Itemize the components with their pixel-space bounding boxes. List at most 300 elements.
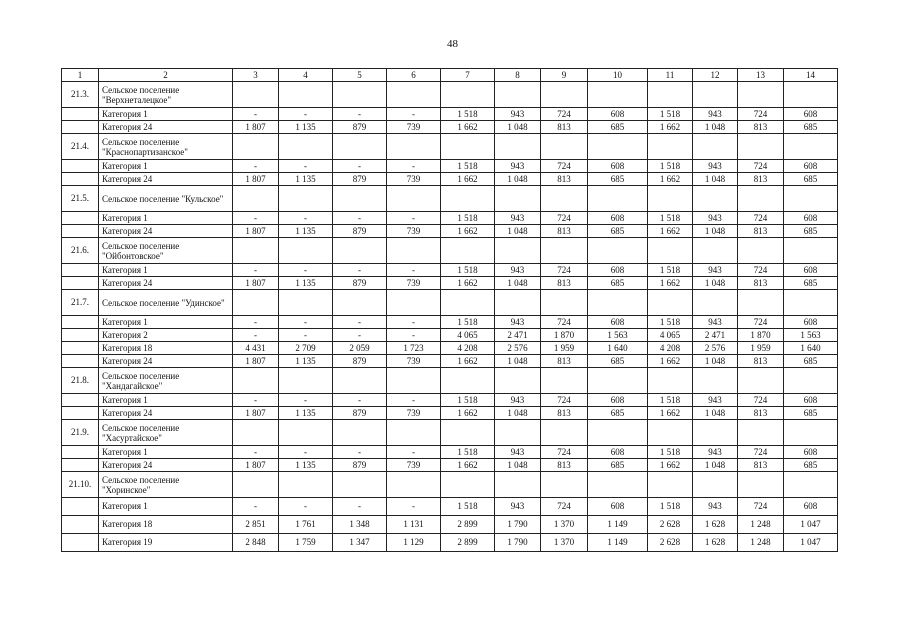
category-name-cell: Категория 24 <box>99 355 233 368</box>
value-cell: 1 129 <box>387 534 441 552</box>
value-cell: 1 662 <box>648 355 693 368</box>
value-cell <box>693 238 738 264</box>
value-cell <box>387 290 441 316</box>
value-cell: 1 870 <box>738 329 784 342</box>
value-cell <box>333 82 387 108</box>
header-cell: 7 <box>441 69 495 82</box>
row-number-cell <box>62 264 99 277</box>
value-cell: 685 <box>784 121 838 134</box>
value-cell: 1 807 <box>233 225 279 238</box>
header-cell: 1 <box>62 69 99 82</box>
settlement-row <box>62 290 838 316</box>
category-name-cell: Категория 1 <box>99 212 233 225</box>
value-cell: 1 640 <box>588 342 648 355</box>
row-number-cell <box>62 160 99 173</box>
row-number-cell: 21.3. <box>62 82 99 108</box>
value-cell <box>495 420 541 446</box>
value-cell: 1 248 <box>738 534 784 552</box>
row-number-cell <box>62 342 99 355</box>
value-cell: - <box>233 160 279 173</box>
category-row <box>62 108 838 121</box>
category-name-cell: Категория 2 <box>99 329 233 342</box>
value-cell: 1 662 <box>441 277 495 290</box>
value-cell <box>648 290 693 316</box>
value-cell <box>784 472 838 498</box>
category-name-cell: Категория 18 <box>99 516 233 534</box>
value-cell: 724 <box>541 446 588 459</box>
value-cell: 943 <box>693 212 738 225</box>
value-cell <box>738 134 784 160</box>
value-cell <box>279 82 333 108</box>
value-cell: 1 149 <box>588 516 648 534</box>
value-cell: 1 662 <box>441 225 495 238</box>
category-row <box>62 355 838 368</box>
value-cell: 1 518 <box>441 446 495 459</box>
value-cell <box>588 290 648 316</box>
value-cell: 724 <box>738 264 784 277</box>
value-cell <box>495 82 541 108</box>
value-cell <box>495 290 541 316</box>
value-cell: 2 628 <box>648 516 693 534</box>
value-cell: 1 518 <box>441 212 495 225</box>
value-cell: - <box>233 394 279 407</box>
value-cell: 724 <box>541 160 588 173</box>
value-cell: - <box>333 498 387 516</box>
value-cell <box>333 238 387 264</box>
settlement-row <box>62 186 838 212</box>
header-cell: 6 <box>387 69 441 82</box>
category-row <box>62 516 838 534</box>
row-number-cell <box>62 459 99 472</box>
value-cell <box>279 290 333 316</box>
value-cell <box>738 290 784 316</box>
tariff-table <box>61 68 838 552</box>
value-cell: 1 807 <box>233 173 279 186</box>
value-cell: 1 662 <box>648 459 693 472</box>
category-name-cell: Категория 1 <box>99 446 233 459</box>
value-cell: - <box>333 329 387 342</box>
value-cell: 1 807 <box>233 459 279 472</box>
value-cell: 608 <box>588 498 648 516</box>
value-cell: - <box>333 446 387 459</box>
value-cell <box>648 238 693 264</box>
value-cell: 1 135 <box>279 225 333 238</box>
value-cell: 724 <box>541 264 588 277</box>
category-name-cell: Категория 24 <box>99 225 233 238</box>
value-cell: - <box>233 498 279 516</box>
value-cell: 1 048 <box>495 407 541 420</box>
value-cell: 724 <box>541 108 588 121</box>
value-cell: 879 <box>333 407 387 420</box>
value-cell <box>541 186 588 212</box>
value-cell <box>441 420 495 446</box>
category-name-cell: Категория 18 <box>99 342 233 355</box>
value-cell: 1 131 <box>387 516 441 534</box>
value-cell: 813 <box>738 355 784 368</box>
value-cell <box>648 82 693 108</box>
value-cell: 724 <box>738 108 784 121</box>
value-cell: - <box>233 446 279 459</box>
value-cell: 1 662 <box>648 121 693 134</box>
value-cell <box>441 238 495 264</box>
value-cell: 813 <box>541 355 588 368</box>
value-cell: 1 640 <box>784 342 838 355</box>
value-cell: 1 135 <box>279 173 333 186</box>
value-cell <box>441 368 495 394</box>
value-cell <box>541 238 588 264</box>
value-cell: 724 <box>738 316 784 329</box>
value-cell: 1 048 <box>693 121 738 134</box>
value-cell: 1 518 <box>441 160 495 173</box>
value-cell <box>387 472 441 498</box>
header-cell: 14 <box>784 69 838 82</box>
value-cell: 739 <box>387 121 441 134</box>
value-cell: 1 347 <box>333 534 387 552</box>
value-cell: 813 <box>738 225 784 238</box>
category-row <box>62 446 838 459</box>
category-row <box>62 459 838 472</box>
value-cell: 1 518 <box>441 316 495 329</box>
category-row <box>62 277 838 290</box>
value-cell <box>233 368 279 394</box>
value-cell: 1 048 <box>693 355 738 368</box>
value-cell: 1 662 <box>648 225 693 238</box>
value-cell: 2 848 <box>233 534 279 552</box>
row-number-cell: 21.5. <box>62 186 99 212</box>
value-cell: 685 <box>784 277 838 290</box>
value-cell: - <box>333 394 387 407</box>
value-cell: 608 <box>588 394 648 407</box>
category-row <box>62 121 838 134</box>
value-cell: 1 790 <box>495 516 541 534</box>
value-cell: 943 <box>693 264 738 277</box>
value-cell <box>495 186 541 212</box>
value-cell <box>495 238 541 264</box>
value-cell <box>648 472 693 498</box>
value-cell: 943 <box>495 316 541 329</box>
value-cell <box>333 186 387 212</box>
category-name-cell: Категория 1 <box>99 316 233 329</box>
value-cell: 1 518 <box>648 316 693 329</box>
category-name-cell: Категория 24 <box>99 173 233 186</box>
value-cell: 608 <box>784 264 838 277</box>
header-cell: 13 <box>738 69 784 82</box>
value-cell <box>387 238 441 264</box>
value-cell: 1 348 <box>333 516 387 534</box>
category-row <box>62 225 838 238</box>
value-cell <box>233 420 279 446</box>
value-cell: - <box>279 329 333 342</box>
category-row <box>62 329 838 342</box>
value-cell: 4 065 <box>648 329 693 342</box>
value-cell <box>648 134 693 160</box>
value-cell <box>279 134 333 160</box>
value-cell: - <box>387 316 441 329</box>
value-cell: - <box>387 108 441 121</box>
value-cell <box>784 134 838 160</box>
value-cell: 943 <box>693 316 738 329</box>
value-cell: 1 807 <box>233 407 279 420</box>
value-cell: 813 <box>738 173 784 186</box>
value-cell <box>279 238 333 264</box>
table-body <box>62 69 838 552</box>
value-cell: 1 662 <box>441 459 495 472</box>
value-cell: 943 <box>495 264 541 277</box>
value-cell: 724 <box>541 316 588 329</box>
value-cell <box>693 420 738 446</box>
value-cell: 1 048 <box>495 459 541 472</box>
value-cell: 1 048 <box>495 225 541 238</box>
value-cell: 879 <box>333 225 387 238</box>
value-cell: 879 <box>333 459 387 472</box>
value-cell: 739 <box>387 407 441 420</box>
row-number-cell <box>62 407 99 420</box>
category-name-cell: Категория 1 <box>99 264 233 277</box>
settlement-name-cell: Сельское поселение "Хоринское" <box>99 472 233 498</box>
value-cell: 1 518 <box>441 498 495 516</box>
value-cell <box>693 82 738 108</box>
value-cell: 724 <box>541 498 588 516</box>
category-row <box>62 173 838 186</box>
value-cell: - <box>279 446 333 459</box>
value-cell: 608 <box>784 108 838 121</box>
value-cell: - <box>279 498 333 516</box>
category-row <box>62 342 838 355</box>
value-cell: 685 <box>784 407 838 420</box>
header-cell: 2 <box>99 69 233 82</box>
value-cell: - <box>387 329 441 342</box>
value-cell: 739 <box>387 225 441 238</box>
value-cell <box>441 134 495 160</box>
value-cell: 943 <box>693 394 738 407</box>
value-cell <box>387 134 441 160</box>
value-cell: 879 <box>333 121 387 134</box>
value-cell <box>333 134 387 160</box>
row-number-cell <box>62 446 99 459</box>
value-cell: 724 <box>541 394 588 407</box>
header-cell: 8 <box>495 69 541 82</box>
value-cell: 724 <box>738 446 784 459</box>
category-row <box>62 534 838 552</box>
value-cell <box>541 420 588 446</box>
value-cell <box>588 186 648 212</box>
value-cell <box>233 472 279 498</box>
value-cell: 1 370 <box>541 534 588 552</box>
value-cell <box>738 368 784 394</box>
value-cell: 685 <box>588 225 648 238</box>
value-cell: 1 759 <box>279 534 333 552</box>
value-cell: 2 709 <box>279 342 333 355</box>
value-cell <box>648 186 693 212</box>
value-cell: 1 048 <box>693 277 738 290</box>
value-cell: 1 662 <box>441 121 495 134</box>
value-cell <box>495 134 541 160</box>
settlement-row <box>62 368 838 394</box>
category-row <box>62 264 838 277</box>
value-cell: 1 518 <box>441 108 495 121</box>
value-cell: - <box>233 108 279 121</box>
value-cell <box>648 420 693 446</box>
category-row <box>62 316 838 329</box>
value-cell <box>648 368 693 394</box>
value-cell: 813 <box>541 173 588 186</box>
category-row <box>62 394 838 407</box>
value-cell: - <box>333 108 387 121</box>
value-cell <box>333 290 387 316</box>
category-name-cell: Категория 1 <box>99 394 233 407</box>
value-cell: 1 790 <box>495 534 541 552</box>
value-cell: - <box>333 264 387 277</box>
value-cell <box>387 82 441 108</box>
value-cell: - <box>279 316 333 329</box>
value-cell: 1 807 <box>233 355 279 368</box>
value-cell: 1 807 <box>233 277 279 290</box>
value-cell <box>738 186 784 212</box>
value-cell: 685 <box>588 121 648 134</box>
value-cell: 1 959 <box>738 342 784 355</box>
value-cell: 1 959 <box>541 342 588 355</box>
settlement-row <box>62 238 838 264</box>
category-name-cell: Категория 24 <box>99 459 233 472</box>
value-cell: 943 <box>495 108 541 121</box>
value-cell <box>495 472 541 498</box>
value-cell: 685 <box>784 225 838 238</box>
value-cell: 2 471 <box>495 329 541 342</box>
value-cell <box>693 472 738 498</box>
value-cell: 1 518 <box>648 498 693 516</box>
value-cell: - <box>387 446 441 459</box>
value-cell <box>441 472 495 498</box>
header-cell: 5 <box>333 69 387 82</box>
value-cell <box>588 134 648 160</box>
value-cell: 1 563 <box>784 329 838 342</box>
value-cell <box>784 238 838 264</box>
value-cell: 1 048 <box>495 121 541 134</box>
value-cell: 724 <box>738 160 784 173</box>
value-cell: 1 149 <box>588 534 648 552</box>
settlement-row <box>62 420 838 446</box>
value-cell: 608 <box>784 212 838 225</box>
value-cell: 813 <box>738 121 784 134</box>
value-cell: 608 <box>588 108 648 121</box>
row-number-cell: 21.9. <box>62 420 99 446</box>
value-cell: 1 048 <box>693 173 738 186</box>
settlement-name-cell: Сельское поселение "Хандагайское" <box>99 368 233 394</box>
value-cell: 943 <box>693 108 738 121</box>
value-cell: 1 518 <box>648 160 693 173</box>
settlement-name-cell: Сельское поселение "Хасуртайское" <box>99 420 233 446</box>
row-number-cell <box>62 108 99 121</box>
settlement-name-cell: Сельское поселение "Кульское" <box>99 186 233 212</box>
value-cell: - <box>233 212 279 225</box>
value-cell <box>693 290 738 316</box>
value-cell <box>784 290 838 316</box>
value-cell: 739 <box>387 459 441 472</box>
value-cell: 685 <box>588 277 648 290</box>
value-cell: 1 518 <box>441 394 495 407</box>
value-cell: - <box>279 264 333 277</box>
value-cell: 2 851 <box>233 516 279 534</box>
value-cell <box>738 238 784 264</box>
value-cell: 813 <box>541 459 588 472</box>
value-cell: 1 048 <box>495 277 541 290</box>
value-cell: 2 471 <box>693 329 738 342</box>
value-cell: - <box>387 498 441 516</box>
value-cell: 608 <box>784 316 838 329</box>
value-cell: 685 <box>588 407 648 420</box>
settlement-name-cell: Сельское поселение "Верхнеталецкое" <box>99 82 233 108</box>
value-cell: 1 135 <box>279 355 333 368</box>
value-cell: 739 <box>387 355 441 368</box>
value-cell: 739 <box>387 173 441 186</box>
value-cell <box>233 290 279 316</box>
value-cell: 1 662 <box>648 277 693 290</box>
value-cell: 1 135 <box>279 459 333 472</box>
value-cell: 1 628 <box>693 534 738 552</box>
value-cell: 1 807 <box>233 121 279 134</box>
header-cell: 12 <box>693 69 738 82</box>
row-number-cell <box>62 329 99 342</box>
value-cell: - <box>233 329 279 342</box>
category-name-cell: Категория 24 <box>99 277 233 290</box>
value-cell: 1 518 <box>648 394 693 407</box>
value-cell: 2 576 <box>495 342 541 355</box>
value-cell <box>693 134 738 160</box>
value-cell: 2 576 <box>693 342 738 355</box>
category-name-cell: Категория 1 <box>99 108 233 121</box>
value-cell <box>279 368 333 394</box>
row-number-cell <box>62 355 99 368</box>
value-cell: 1 135 <box>279 407 333 420</box>
value-cell: - <box>233 264 279 277</box>
value-cell: 685 <box>588 459 648 472</box>
settlement-name-cell: Сельское поселение "Краснопартизанское" <box>99 134 233 160</box>
value-cell: 4 065 <box>441 329 495 342</box>
value-cell: 1 628 <box>693 516 738 534</box>
value-cell: 1 870 <box>541 329 588 342</box>
value-cell <box>233 186 279 212</box>
settlement-name-cell: Сельское поселение "Ойбонтовское" <box>99 238 233 264</box>
category-row <box>62 160 838 173</box>
value-cell <box>233 134 279 160</box>
value-cell: 943 <box>495 394 541 407</box>
value-cell: 685 <box>784 355 838 368</box>
value-cell: 1 518 <box>648 264 693 277</box>
row-number-cell: 21.8. <box>62 368 99 394</box>
value-cell: 608 <box>784 160 838 173</box>
value-cell: 1 761 <box>279 516 333 534</box>
value-cell <box>693 368 738 394</box>
value-cell: - <box>333 316 387 329</box>
value-cell: - <box>279 212 333 225</box>
value-cell: 813 <box>738 277 784 290</box>
value-cell: 1 662 <box>441 407 495 420</box>
value-cell: 813 <box>738 459 784 472</box>
header-cell: 3 <box>233 69 279 82</box>
value-cell: 1 518 <box>648 108 693 121</box>
value-cell: 2 899 <box>441 534 495 552</box>
value-cell: 1 662 <box>648 407 693 420</box>
value-cell <box>588 238 648 264</box>
category-name-cell: Категория 1 <box>99 160 233 173</box>
category-name-cell: Категория 24 <box>99 407 233 420</box>
value-cell: 1 048 <box>495 355 541 368</box>
value-cell: 1 518 <box>648 446 693 459</box>
value-cell: 943 <box>495 498 541 516</box>
value-cell <box>738 420 784 446</box>
value-cell: - <box>279 160 333 173</box>
value-cell <box>738 82 784 108</box>
